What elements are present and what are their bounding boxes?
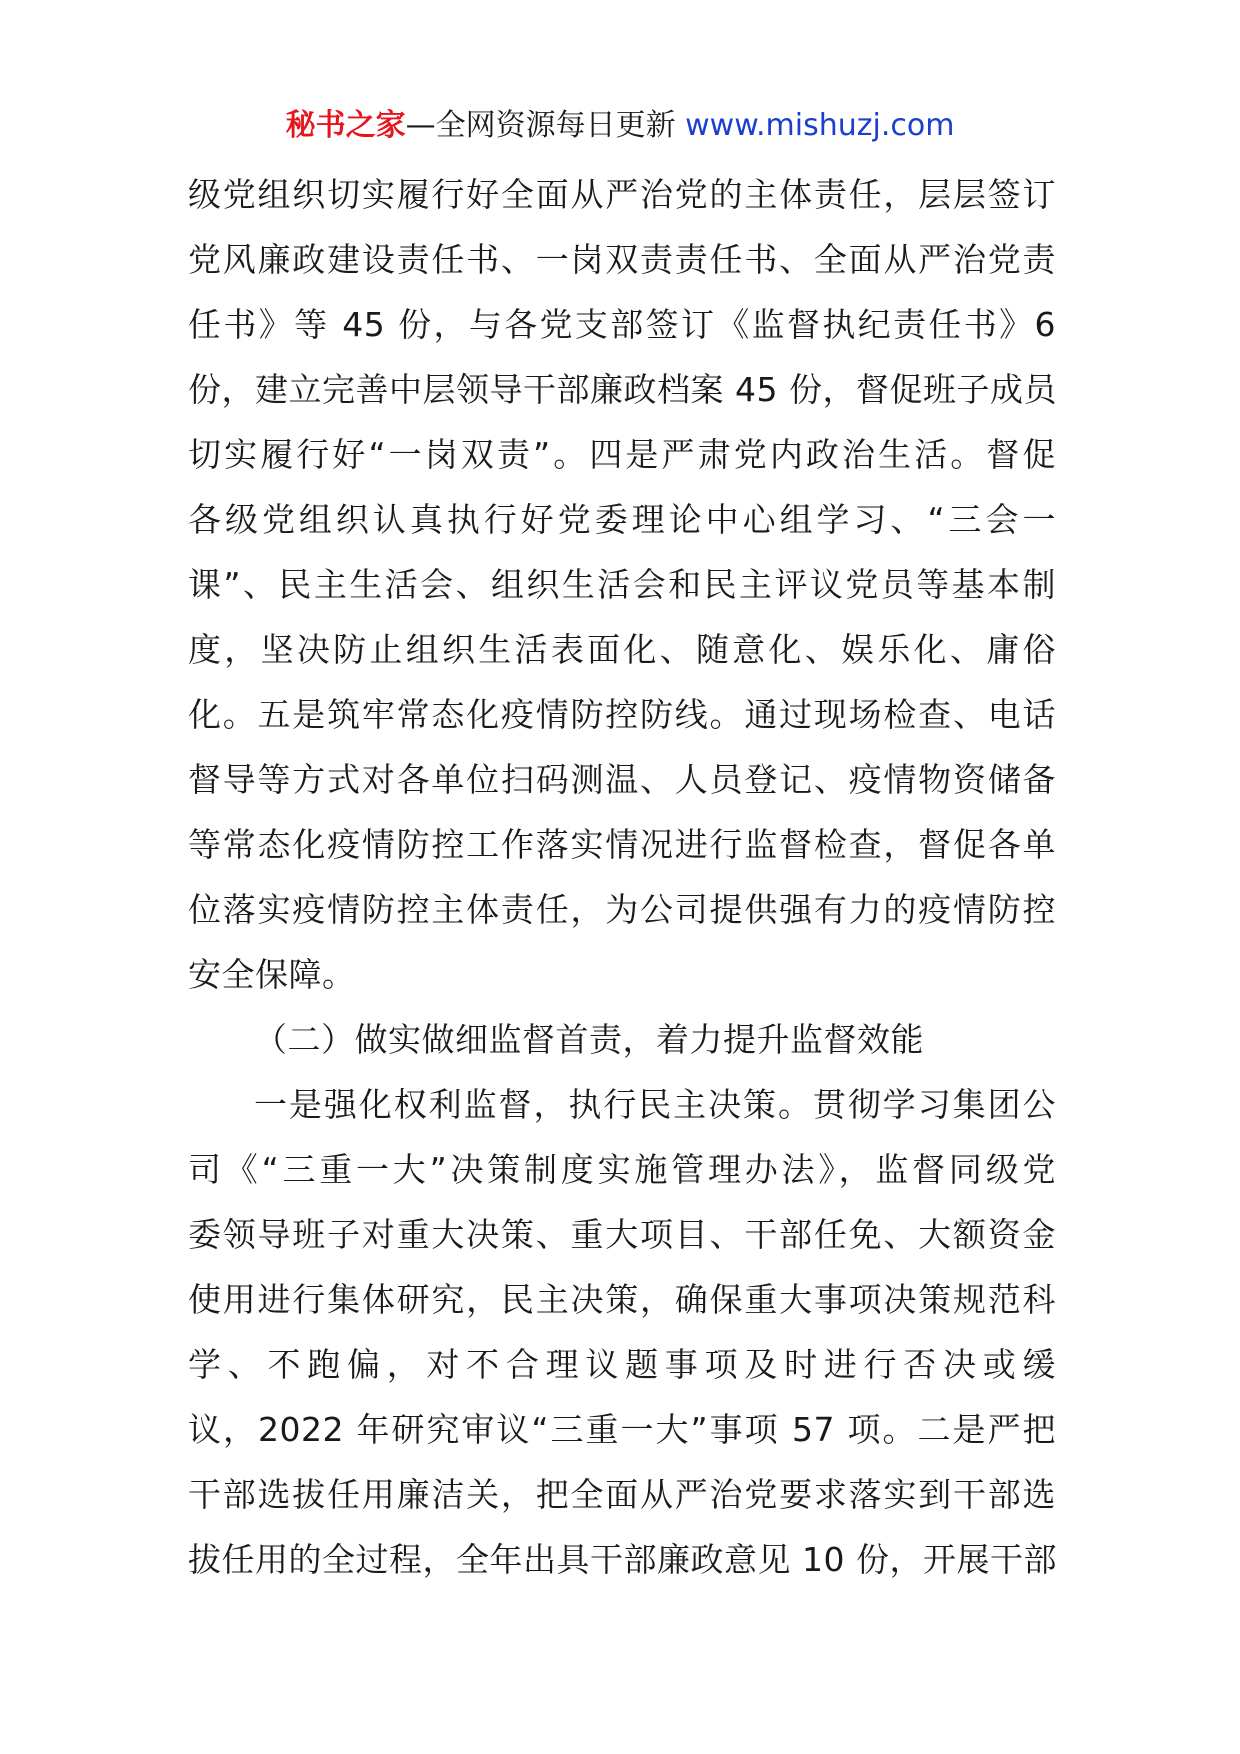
text-line: 等常态化疫情防控工作落实情况进行监督检查，督促各单	[188, 825, 1056, 864]
text-line: 份，建立完善中层领导干部廉政档案 45 份，督促班子成员	[188, 370, 1057, 409]
header-url-link[interactable]: www.mishuzj.com	[685, 108, 955, 143]
text-line: 度，坚决防止组织生活表面化、随意化、娱乐化、庸俗	[188, 630, 1056, 669]
header-brand: 秘书之家	[285, 108, 406, 143]
text-line: 一是强化权利监督，执行民主决策。贯彻学习集团公	[254, 1085, 1056, 1124]
section-heading: （二）做实做细监督首责，着力提升监督效能	[254, 1020, 924, 1059]
text-line: 化。五是筑牢常态化疫情防控防线。通过现场检查、电话	[188, 695, 1056, 734]
header-tagline: —全网资源每日更新	[405, 108, 676, 143]
text-line: 课”、民主生活会、组织生活会和民主评议党员等基本制	[188, 565, 1056, 604]
text-line: 议，2022 年研究审议“三重一大”事项 57 项。二是严把	[188, 1410, 1056, 1449]
text-line: 督导等方式对各单位扫码测温、人员登记、疫情物资储备	[188, 760, 1056, 799]
text-line: 学、不跑偏，对不合理议题事项及时进行否决或缓	[188, 1345, 1056, 1384]
text-line: 干部选拔任用廉洁关，把全面从严治党要求落实到干部选	[188, 1475, 1056, 1514]
document-body	[188, 162, 1056, 1592]
text-line: 司《“三重一大”决策制度实施管理办法》，监督同级党	[188, 1150, 1056, 1189]
text-line: 使用进行集体研究，民主决策，确保重大事项决策规范科	[188, 1280, 1056, 1319]
page-header	[0, 102, 1240, 150]
text-line: 党风廉政建设责任书、一岗双责责任书、全面从严治党责	[188, 240, 1056, 279]
text-line: 安全保障。	[188, 955, 356, 994]
text-line: 任书》等 45 份，与各党支部签订《监督执纪责任书》6	[188, 305, 1056, 344]
text-line: 各级党组织认真执行好党委理论中心组学习、“三会一	[188, 500, 1056, 539]
text-line: 委领导班子对重大决策、重大项目、干部任免、大额资金	[188, 1215, 1056, 1254]
text-line: 拔任用的全过程，全年出具干部廉政意见 10 份，开展干部	[188, 1540, 1057, 1579]
text-line: 级党组织切实履行好全面从严治党的主体责任，层层签订	[188, 175, 1056, 214]
text-line: 切实履行好“一岗双责”。四是严肃党内政治生活。督促	[188, 435, 1056, 474]
text-line: 位落实疫情防控主体责任，为公司提供强有力的疫情防控	[188, 890, 1056, 929]
